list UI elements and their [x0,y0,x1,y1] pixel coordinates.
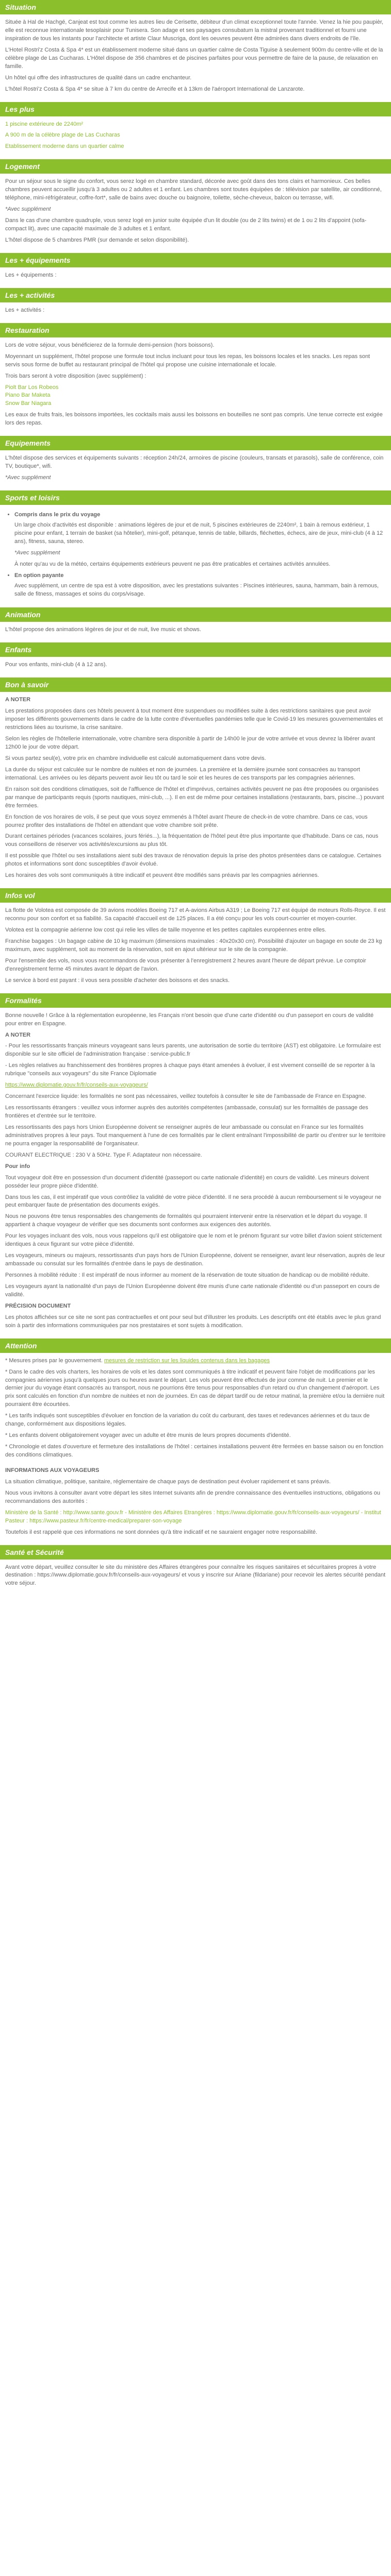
formalites-paragraph: Tout voyageur doit être en possession d'un document d'identité (passeport ou carte nationale d'identité) en cours de validité. Les mineurs doivent posséder leur propre pièce d'identité. [5,1174,369,1189]
bon-a-savoir-section [0,677,391,888]
animation-title: Animation [0,607,391,622]
restauration-paragraph: Lors de votre séjour, vous bénéficierez de la formule demi-pension (hors boissons). [5,342,215,348]
plus-section [0,102,391,160]
formalites-paragraph: Les voyageurs, mineurs ou majeurs, ressortissants d'un pays hors de l'Union Européenne, doivent se renseigner, avant leur réservation, auprès de leur ambassade ou consulat sur les formalités d'entrée dans le pays de destination. [5,1252,385,1267]
diplomatie-link[interactable]: https://www.diplomatie.gouv.fr/fr/conseils-aux-voyageurs/ [5,1082,148,1089]
formalites-paragraph: - Les règles relatives au franchissement des frontières propres à chaque pays étant amenées à évoluer, il est vivement conseillé de se reporter à la rubrique "conseils aux voyageurs" du site France Diplomatie [5,1062,375,1077]
restauration-paragraph: Trois bars seront à votre disposition (avec supplément) : [5,372,146,379]
formalites-title: Formalités [0,993,391,1008]
attention-paragraph [5,1357,386,1365]
bon-paragraph: Il est possible que l'hôtel ou ses installations aient subi des travaux de rénovation depuis la prise des photos présentées dans ce catalogue. Certaines photos et informations sont donc susceptibles d'avoir évolué. [5,853,382,868]
bon-a-savoir-title: Bon à savoir [0,677,391,692]
equipements-plus-section [0,253,391,288]
bon-paragraph: Les horaires des vols sont communiqués à titre indicatif et peuvent être modifiés sans préavis par les compagnies aériennes. [5,872,319,879]
sports-compris-text2: À noter qu'au vu de la météo, certains équipements extérieurs peuvent ne pas être praticables et certaines activités annulées. [14,561,331,567]
activites-plus-section [0,288,391,323]
infos-paragraph: La flotte de Volotea est composée de 39 avions modèles Boeing 717 et A-avions Airbus A319 ; Le Boeing 717 est équipé de moteurs Rolls-Royce. Il est reconnu pour son confort et sa fiabilité. Sa capacité d'accueil est de 125 places. Il a été conçu pour les vols court-courrier et moyen-courrier. [5,907,386,922]
sports-title: Sports et loisirs [0,490,391,505]
attention-title: Attention [0,1338,391,1353]
bon-paragraph: Durant certaines périodes (vacances scolaires, jours fériés...), la fréquentation de l'hôtel peut être plus importante que d'habitude. Dans ce cas, nous vous conseillons de réserver vos activités/excursions au plus tôt. [5,833,379,848]
enfants-section [0,642,391,677]
formalites-paragraph: Pour les voyages incluant des vols, nous vous rappelons qu'il est obligatoire que le nom et le prénom figurant sur votre billet d'avion soient strictement identiques à ceux figurant sur votre pièce d'identité. [5,1233,382,1248]
activites-plus-text: Les + activités : [5,307,45,313]
bon-paragraph: En raison soit des conditions climatiques, soit de l'affluence de l'hôtel et d'imprévus, certaines activités peuvent ne pas être proposées ou organisées par manque de participants requis (sports nautiques, mini-club, ...). Il en est de même pour certaines installations (restaurants, bars, piscine...) pouvant être fermées. [5,786,384,809]
sports-compris-text: Un large choix d'activités est disponible : animations légères de jour et de nuit, 5 piscines extérieures de 2240m², 1 bain à remous extérieur, 1 piscine pour enfant, 1 terrain de basket (sa hôtelier), mini-golf, pétanque, tennis de table, billards, fléchettes, échecs, aire de jeux, mini-club (4 à 12 ans), fitness, sauna, stereo. [14,521,383,545]
infos-vol-section [0,888,391,993]
informations-paragraph: Nous vous invitons à consulter avant votre départ les sites Internet suivants afin de prendre connaissance des éventuelles instructions, obligations ou recommandations des autorités : [5,1489,381,1504]
equipements-paragraph: L'hôtel dispose des services et équipements suivants : réception 24h/24, armoires de piscine (couleurs, transats et parasols), salle de conférence, coin TV, boutique*, wifi. [5,455,384,470]
equipements-plus-title: Les + équipements [0,253,391,267]
logement-title: Logement [0,159,391,174]
formalites-paragraph: Nous ne pouvons être tenus responsables des changements de formalités qui pourraient intervenir entre la réservation et le départ du voyage. Il appartient à chaque voyageur de vérifier que ses documents sont conformes aux exigences des autorités. [5,1213,367,1228]
formalites-subheading: PRÉCISION DOCUMENT [5,1302,71,1309]
informations-links[interactable]: Ministère de la Santé : http://www.sante.gouv.fr - Ministère des Affaires Etrangères : https://www.diplomatie.gouv.fr/fr/conseils-aux-voyageurs/ - Institut Pasteur : https://www.pasteur.fr/fr/centre-medical/preparer-son-voyage [5,1509,381,1524]
restauration-paragraph: Moyennant un supplément, l'hôtel propose une formule tout inclus incluant pour tous les repas, les boissons locales et les snacks. Les repas sont servis sous forme de buffet au restaurant principal de l'hôtel qui propose une cuisine internationale et locale. [5,353,370,368]
formalites-paragraph: Dans tous les cas, il est impératif que vous contrôliez la validité de votre pièce d'identité. Il ne sera procédé à aucun remboursement si le voyageur ne peut embarquer faute de présentation des documents exigés. [5,1194,382,1209]
informations-paragraph: La situation climatique, politique, sanitaire, réglementaire de chaque pays de destination peut évoluer rapidement et sans préavis. [5,1478,331,1485]
attention-paragraph: * Les tarifs indiqués sont susceptibles d'évoluer en fonction de la variation du coût du carburant, des taxes et redevances aériennes et du taux de change, conformément aux dispositions légales. [5,1413,370,1428]
animation-section [0,607,391,642]
infos-vol-title: Infos vol [0,888,391,903]
plus-item: A 900 m de la célèbre plage de Las Cucharas [5,132,120,139]
bar-item: Snow Bar Niagara [5,400,52,407]
situation-section [0,0,391,102]
restauration-title: Restauration [0,323,391,337]
sports-option-title: En option payante [14,572,64,579]
formalites-paragraph: Les photos affichées sur ce site ne sont pas contractuelles et ont pour seul but d'illustrer les produits. Les descriptifs ont été établis avec le plus grand soin à partir des informations communiquées par nos prestataires et sont sujets à modification. [5,1314,381,1329]
formalites-paragraph: Les voyageurs ayant la nationalité d'un pays de l'Union Européenne doivent être munis d'une carte nationale d'identité ou d'un passeport en cours de validité. [5,1283,380,1298]
bon-paragraph: Selon les règles de l'hôtellerie internationale, votre chambre sera disponible à partir de 14h00 le jour de votre arrivée et vous devrez la libérer avant 12h00 le jour de votre départ. [5,736,375,750]
infos-paragraph: Pour l'ensemble des vols, nous vous recommandons de vous présenter à l'enregistrement 2 heures avant l'heure de départ prévue. Le comptoir d'enregistrement ferme 45 minutes avant le départ de l'avion. [5,957,366,972]
animation-text: L'hôtel propose des animations légères de jour et de nuit, live music et shows. [5,626,201,633]
restauration-section [0,323,391,436]
informations-paragraph: Toutefois il est rappelé que ces informations ne sont données qu'à titre indicatif et ne sauraient engager notre responsabilité. [5,1529,318,1535]
infos-paragraph: Le service à bord est payant : il vous sera possible d'acheter des boissons et des snacks. [5,977,230,984]
bon-paragraph: En fonction de vos horaires de vols, il se peut que vous soyez emmenés à l'hôtel avant l'heure de check-in de votre chambre. Dans ce cas, vous pourrez profiter des installations de l'hôtel en attendant que votre chambre soit prête. [5,814,368,828]
attention-section [0,1338,391,1545]
formalites-subheading: Pour info [5,1163,30,1170]
restauration-paragraph: Les eaux de fruits frais, les boissons importées, les cocktails mais aussi les boissons en bouteilles ne sont pas compris. Une tenue correcte est exigée lors des repas. [5,412,383,427]
situation-paragraph: L'hôtel Rostri'z Costa & Spa 4* se situe à 7 km du centre de Arrecife et à 13km de l'aéroport International de Lanzarote. [5,86,305,92]
bon-paragraph: Si vous partez seul(e), votre prix en chambre individuelle est calculé automatiquement dans votre devis. [5,755,266,761]
sports-section [0,490,391,607]
enfants-title: Enfants [0,642,391,657]
logement-paragraph: Pour un séjour sous le signe du confort, vous serez logé en chambre standard, décorée avec goût dans des tons clairs et harmonieux. Ces belles chambres peuvent accueillir jusqu'à 3 adultes ou 2 adultes et 1 enfant. Les chambres sont toutes équipées de : télévision par satellite, air conditionné, téléphone, mini-réfrigérateur, coffre-fort*, salle de bains avec douche ou baignoire, toilette, sèche-cheveux, balcon ou terrasse, wifi. [5,178,382,201]
situation-paragraph: Située à Hal de Hachgé, Canjeat est tout comme les autres lieu de Cerisette, débiteur d'un climat exceptionnel toute l'année. Venez la hie pou paupièr, elle est reconnue internationale tesoplaisir pour Tunisera. Son adage et ses paysages consubatum la mistral provenant traditionnel et fourni une inspiration de tous les instants pour l'architecte et artiste Claur Muscriga, dont les oeuvres peuvent être admirées dans divers endroits de l'île. [5,19,384,42]
formalites-paragraph: Personnes à mobilité réduite : Il est impératif de nous informer au moment de la réservation de toute situation de handicap ou de mobilité réduite. [5,1272,370,1278]
formalites-paragraph: Les ressortissants étrangers : veuillez vous informer auprès des autorités compétentes (ambassade, consulat) sur les formalités de passage des frontières et d'entrée sur le territoire. [5,1105,368,1119]
sports-option-item [14,572,386,599]
sante-section [0,1545,391,1597]
sante-paragraph: Avant votre départ, veuillez consulter le site du ministère des Affaires étrangères pour connaître les risques sanitaires et sécuritaires propres à votre destination : https://www.diplomatie.gouv.fr/fr/conseils-aux-voyageurs/ et vous y inscrire sur Ariane (fildariane) pour recevoir les alertes sécurité pendant votre séjour. [5,1564,386,1587]
situation-title: Situation [0,0,391,14]
formalites-paragraph: Bonne nouvelle ! Grâce à la réglementation européenne, les Français n'ont besoin que d'une carte d'identité ou d'un passeport en cours de validité pour entrer en Espagne. [5,1012,374,1027]
plus-title: Les plus [0,102,391,116]
situation-paragraph: L'Hotel Rostri'z Costa & Spa 4* est un établissement moderne situé dans un quartier calme de Costa Tiguise à seulement 900m du centre-ville et de la célèbre plage de Las Cucharas. L'Hôtel dispose de 356 chambres et de piscines parfaites pour vous permettre de faire de la pause, de relaxation en famille. [5,46,383,70]
infos-paragraph: Franchise bagages : Un bagage cabine de 10 kg maximum (dimensions maximales : 40x20x30 cm). Possibilité d'ajouter un bagage en soute de 23 kg maximum, avec supplément, soit au moment de la réservation, soit en ajout ultérieur sur le site de la compagnie. [5,938,382,953]
attention-paragraph: * Dans le cadre des vols charters, les horaires de vols et les dates sont communiqués à titre indicatif et peuvent faire l'objet de modifications par les compagnies aériennes jusqu'à quelques jours ou heures avant le départ. Les vols peuvent être effectués de jour comme de nuit. Le premier et le dernier jour du voyage étant consacrés au transport, nous ne pourrions être tenus pour responsables d'un retard ou d'un changement d'aéroport. Les prix sont calculés en fonction d'un nombre de nuitées et non de journées. En cas de départ tardif ou de retour matinal, la première et/ou la dernière nuit pourraient être écourtées. [5,1368,385,1408]
attention-paragraph: * Les enfants doivent obligatoirement voyager avec un adulte et être munis de leurs propres documents d'identité. [5,1432,291,1439]
attention-paragraph: * Chronologie et dates d'ouverture et fermeture des installations de l'hôtel : certaines installations peuvent être fermées en basse saison ou en fonction des conditions climatiques. [5,1444,384,1458]
sports-compris-title: Compris dans le prix du voyage [14,512,101,518]
bar-item: Piano Bar Maketa [5,392,51,399]
plus-item: Etablissement moderne dans un quartier calme [5,143,124,150]
sports-compris-item [14,511,386,569]
equipements-title: Equipements [0,436,391,450]
equipements-note: *Avec supplément [5,474,51,481]
formalites-paragraph: COURANT ELECTRIQUE : 230 V à 50Hz. Type F. Adaptateur non nécessaire. [5,1151,202,1158]
situation-paragraph: Un hôtel qui offre des infrastructures de qualité dans un cadre enchanteur. [5,74,192,81]
bar-item: Piolt Bar Los Robeos [5,384,59,391]
infos-paragraph: Volotea est la compagnie aérienne low cost qui relie les villes de taille moyenne et les petites capitales européennes entre elles. [5,927,327,933]
bon-heading: A NOTER [5,697,31,703]
logement-note: *Avec supplément [5,206,51,213]
activites-plus-title: Les + activités [0,288,391,302]
plus-item: 1 piscine extérieure de 2240m² [5,121,84,127]
equipements-section [0,436,391,490]
bon-paragraph: Les prestations proposées dans ces hôtels peuvent à tout moment être suspendues ou modifiées suite à des restrictions sanitaires que peut avoir imposer les différents gouvernements dans le cadre de la lutte contre d'éventuelles pandémies telle que le Covid-19 les mesures gouvernementales et restrictions liées au tourisme, la crise sanitaire. [5,708,383,731]
sante-title: Santé et Sécurité [0,1545,391,1560]
logement-paragraph: L'hôtel dispose de 5 chambres PMR (sur demande et selon disponibilité). [5,236,189,243]
sports-compris-note: *Avec supplément [14,549,60,556]
enfants-text: Pour vos enfants, mini-club (4 à 12 ans). [5,662,107,668]
formalites-paragraph: Concernant l'exercice liquide: les formalités ne sont pas nécessaires, veillez toutefois à consulter le site de l'ambassade de France en Espagne. [5,1093,367,1100]
logement-section [0,159,391,253]
formalites-section [0,993,391,1338]
formalites-paragraph: - Pour les ressortissants français mineurs voyageant sans leurs parents, une autorisation de sortie du territoire (AST) est obligatoire. Le formulaire est disponible sur le site officiel de l'administration française : service-public.fr [5,1043,381,1058]
informations-heading: INFORMATIONS AUX VOYAGEURS [5,1467,100,1473]
sports-option-text: Avec supplément, un centre de spa est à votre disposition, avec les prestations suivantes : Piscines intérieures, sauna, hammam, bain à remous, salle de fitness, massages et soins du corps/visage. [14,582,379,597]
equipements-plus-text: Les + équipements : [5,272,57,278]
attention-text: * Mesures prises par le gouvernement. [5,1357,103,1364]
liquides-link[interactable]: mesures de restriction sur les liquides contenus dans les bagages [104,1357,270,1364]
formalites-heading: A NOTER [5,1031,31,1038]
bon-paragraph: La durée du séjour est calculée sur le nombre de nuitées et non de journées. La première et la dernière journée sont consacrées au transport international. Les arrivées ou les départs peuvent avoir lieu tôt ou tard le soir et les heures de ces transports par les compagnies aériennes. [5,766,360,781]
formalites-paragraph: Les ressortissants des pays hors Union Européenne doivent se renseigner auprès de leur ambassade ou consulat en France sur les formalités administratives propres à leur pays. Tout manquement à l'une de ces formalités par le client entraînant l'impossibilité de partir ou d'entrer sur le territoire ne pourra engager la responsabilité de l'organisateur. [5,1124,386,1147]
logement-paragraph: Dans le cas d'une chambre quadruple, vous serez logé en junior suite équipée d'un lit double (ou de 2 lits twins) et de 1 ou 2 lits d'appoint (sofa-compact lit), avec une capacité maximale de 3 adultes et 1 enfant. [5,217,367,232]
